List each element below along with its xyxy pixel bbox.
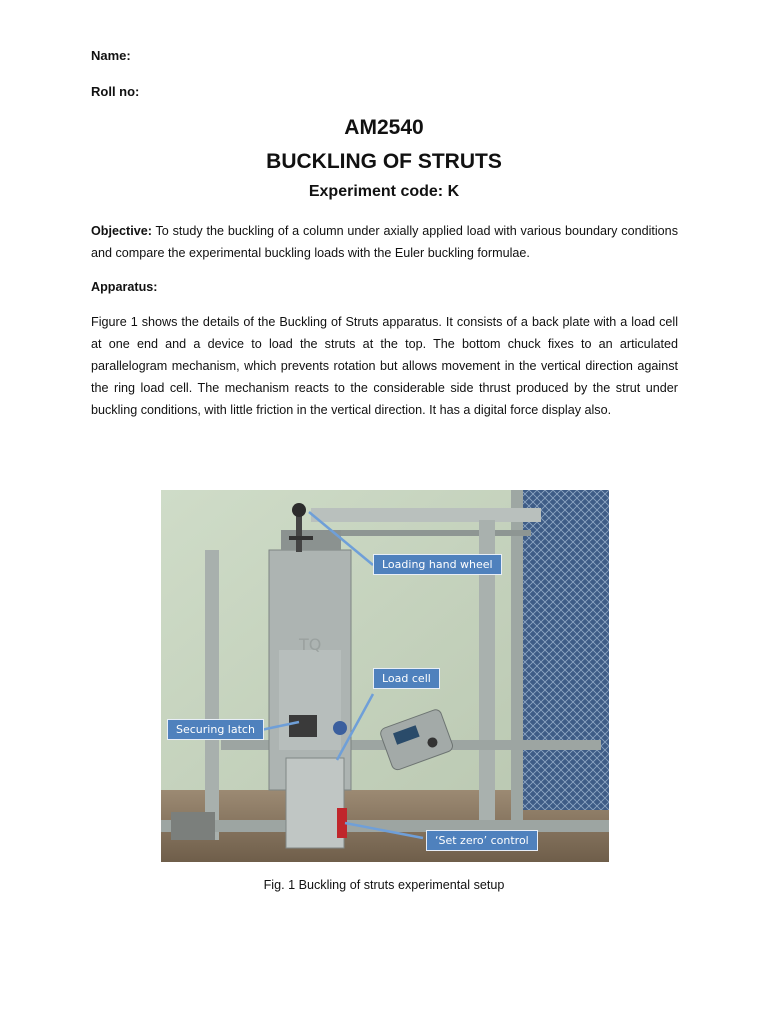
figure-caption: Fig. 1 Buckling of struts experimental setup <box>263 878 505 892</box>
load-cell-callout: Load cell <box>373 668 440 689</box>
svg-text:TQ: TQ <box>299 635 322 654</box>
loading-hand-wheel-callout: Loading hand wheel <box>373 554 502 575</box>
objective-paragraph <box>91 220 678 264</box>
apparatus-photo <box>161 490 609 862</box>
apparatus-paragraph: Figure 1 shows the details of the Buckling of Struts apparatus. It consists of a back plate with a load cell at one end and a device to load the struts at the top. The bottom chuck fixes to an articulated parallelogram mechanism, which prevents rotation but allows movement in the vertical direction against the ring load cell. The mechanism reacts to the considerable side thrust produced by the strut under buckling conditions, with little friction in the vertical direction. It has a digital force display also. <box>91 315 678 417</box>
experiment-title: BUCKLING OF STRUTS <box>266 150 502 173</box>
roll-number-label: Roll no: <box>91 84 140 99</box>
securing-latch-callout: Securing latch <box>167 719 264 740</box>
name-label: Name: <box>91 48 131 63</box>
objective-label: Objective: <box>91 224 152 238</box>
apparatus-heading: Apparatus: <box>91 280 158 294</box>
objective-text: To study the buckling of a column under axially applied load with various boundary conditions and compare the experimental buckling loads with the Euler buckling formulae. <box>91 224 678 260</box>
experiment-code-subtitle: Experiment code: K <box>308 183 460 200</box>
set-zero-control-callout: ‘Set zero’ control <box>426 830 538 851</box>
course-code-title: AM2540 <box>344 116 424 139</box>
